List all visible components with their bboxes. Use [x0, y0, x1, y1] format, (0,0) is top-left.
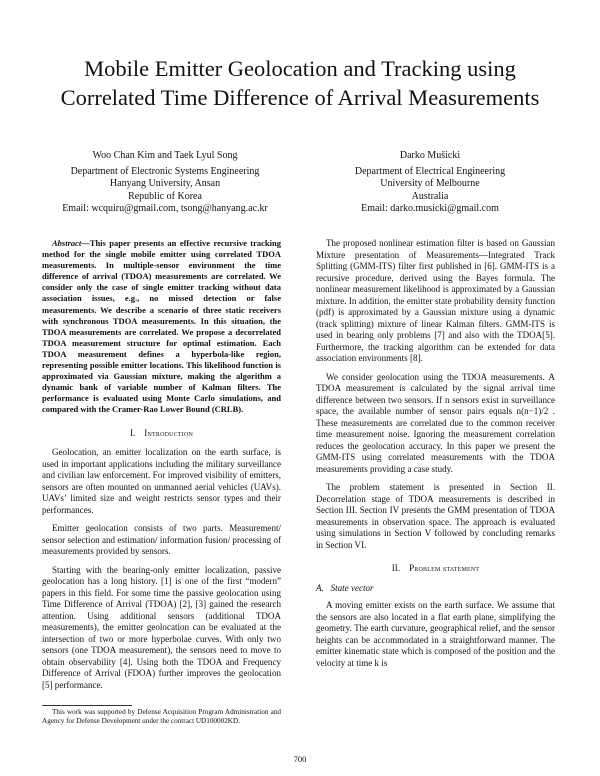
- section-title: Problem statement: [409, 563, 480, 573]
- author-institution: Hanyang University, Ansan: [109, 178, 221, 190]
- title-line-1: Mobile Emitter Geolocation and Tracking using: [84, 56, 516, 81]
- paragraph: A moving emitter exists on the earth surface. We assume that the sensors are also located in a flat earth plane, simplifying the geometry. The earth curvature, geographical relief, and the sensor heights can be accommodated in a straightforward manner. The emitter kinematic state which is composed of the position and the velocity at time k is: [316, 600, 555, 668]
- paper-title: [30, 54, 570, 112]
- title-line-2: Correlated Time Difference of Arrival Measurements: [60, 85, 540, 110]
- section-number: I.: [129, 427, 136, 438]
- right-column: [316, 238, 555, 669]
- left-column: [42, 238, 281, 691]
- section-number: II.: [391, 563, 401, 573]
- paragraph: The problem statement is presented in Section II. Decorrelation stage of TDOA measurements is described in Section III. Section IV presents the GMM presentation of TDOA measurements in observation space. The approach is evaluated using simulations in Section V followed by concluding remarks in Section VI.: [316, 482, 555, 550]
- page-number: 700: [293, 754, 307, 764]
- subsection-title: State vector: [330, 582, 374, 593]
- footnote-rule: [42, 705, 132, 706]
- author-name: Woo Chan Kim and Taek Lyul Song: [92, 150, 238, 161]
- author-name: Darko Mušicki: [399, 150, 461, 161]
- subsection-label: A.: [316, 582, 324, 593]
- paragraph: We consider geolocation using the TDOA measurements. A TDOA measurement is calculated by the signal arrival time difference between two sensors. If n sensors exist in surveillance space, the available number of sensor pairs equals n(n−1)/2 . These measurements are correlated due to the common receiver time measurement noise. Ignoring the measurement correlation reduces the geolocation accuracy. In this paper we present the GMM-ITS using correlated measurements with the TDOA measurements providing a case study.: [316, 371, 555, 474]
- author-institution: University of Melbourne: [380, 178, 480, 190]
- author-country: Australia: [411, 190, 449, 202]
- author-email: Email: darko.musicki@gmail.com: [361, 203, 499, 215]
- section-heading-problem-statement: [316, 563, 555, 575]
- abstract-label: Abstract: [52, 238, 82, 248]
- author-department: Department of Electrical Engineering: [354, 165, 506, 177]
- paragraph: Emitter geolocation consists of two parts. Measurement/ sensor selection and estimation/ information fusion/ processing of measurements provided by sensors.: [42, 523, 281, 556]
- author-email: Email: wcquiru@gmail.com, tsong@hanyang.ac.kr: [62, 203, 268, 215]
- paragraph: The proposed nonlinear estimation filter is based on Gaussian Mixture presentation of Measurements—Integrated Track Splitting (GMM-ITS) filter first published in [6]. GMM-ITS is a recursive procedure, derived using the Bayes formula. The nonlinear measurement likelihood is approximated by a Gaussian mixture. In addition, the emitter state probability density function (pdf) is approximated by a Gaussian mixture using a dynamic (track splitting) mixture of linear Kalman filters. GMM-ITS is used in bearing only problems [7] and also with the TDOA[5]. Furthermore, the tracking algorithm can be extended for data association environments [8].: [316, 238, 555, 363]
- footnote: This work was supported by Defense Acquisition Program Administration and Agency for Defense Development under the contract UD100002KD.: [42, 708, 281, 725]
- author-department: Department of Electronic Systems Engineering: [70, 165, 260, 177]
- subsection-heading-state-vector: [316, 583, 555, 595]
- abstract-text: —This paper presents an effective recursive tracking method for the single mobile emitter using correlated TDOA measurements. In multiple-sensor environment the time difference of arrival (TDOA) measurements are correlated. We consider only the case of single emitter tracking without data association issues, e.g., no missed detection or false measurements. We describe a scenario of three static receivers with synchronous TDOA measurements. In this situation, the TDOA measurements are correlated. We propose a decorrelated TDOA measurement structure for optimal estimation. Each TDOA measurement defines a hyperbola-like region, representing possible emitter locations. This likelihood function is approximated via Gaussian mixture, making the algorithm a dynamic bank of variable number of Kalman filters. The performance is evaluated using Monte Carlo simulations, and compared with the Cramer-Rao Lower Bound (CRLB).: [42, 238, 281, 415]
- author-country: Republic of Korea: [128, 190, 202, 202]
- section-heading-introduction: [42, 428, 281, 440]
- author-block-2: [300, 150, 560, 216]
- abstract: [42, 238, 281, 416]
- section-title: Introduction: [144, 427, 194, 438]
- paragraph: Geolocation, an emitter localization on the earth surface, is used in important applications including the military surveillance and civilian law enforcement. For improved visibility of emitters, sensors are often mounted on unmanned aerial vehicles (UAVs). UAVs’ limited size and weight restricts sensor types and their performances.: [42, 447, 281, 515]
- author-block-1: [40, 150, 290, 216]
- paragraph: Starting with the bearing-only emitter localization, passive geolocation has a long history. [1] is one of the first “modern” papers in this field. For some time the passive geolocation using Time Difference of Arrival (TDOA) [2], [3] gained the research attention. Using additional sensors (additional TDOA measurements), the emitter geolocation can be evaluated at the intersection of two or more hyperbolae curves. With only two sensors (one TDOA measurement), the sensors need to move to obtain observability [4]. Using both the TDOA and Frequency Difference of Arrival (FDOA) further improves the geolocation [5] performance.: [42, 564, 281, 690]
